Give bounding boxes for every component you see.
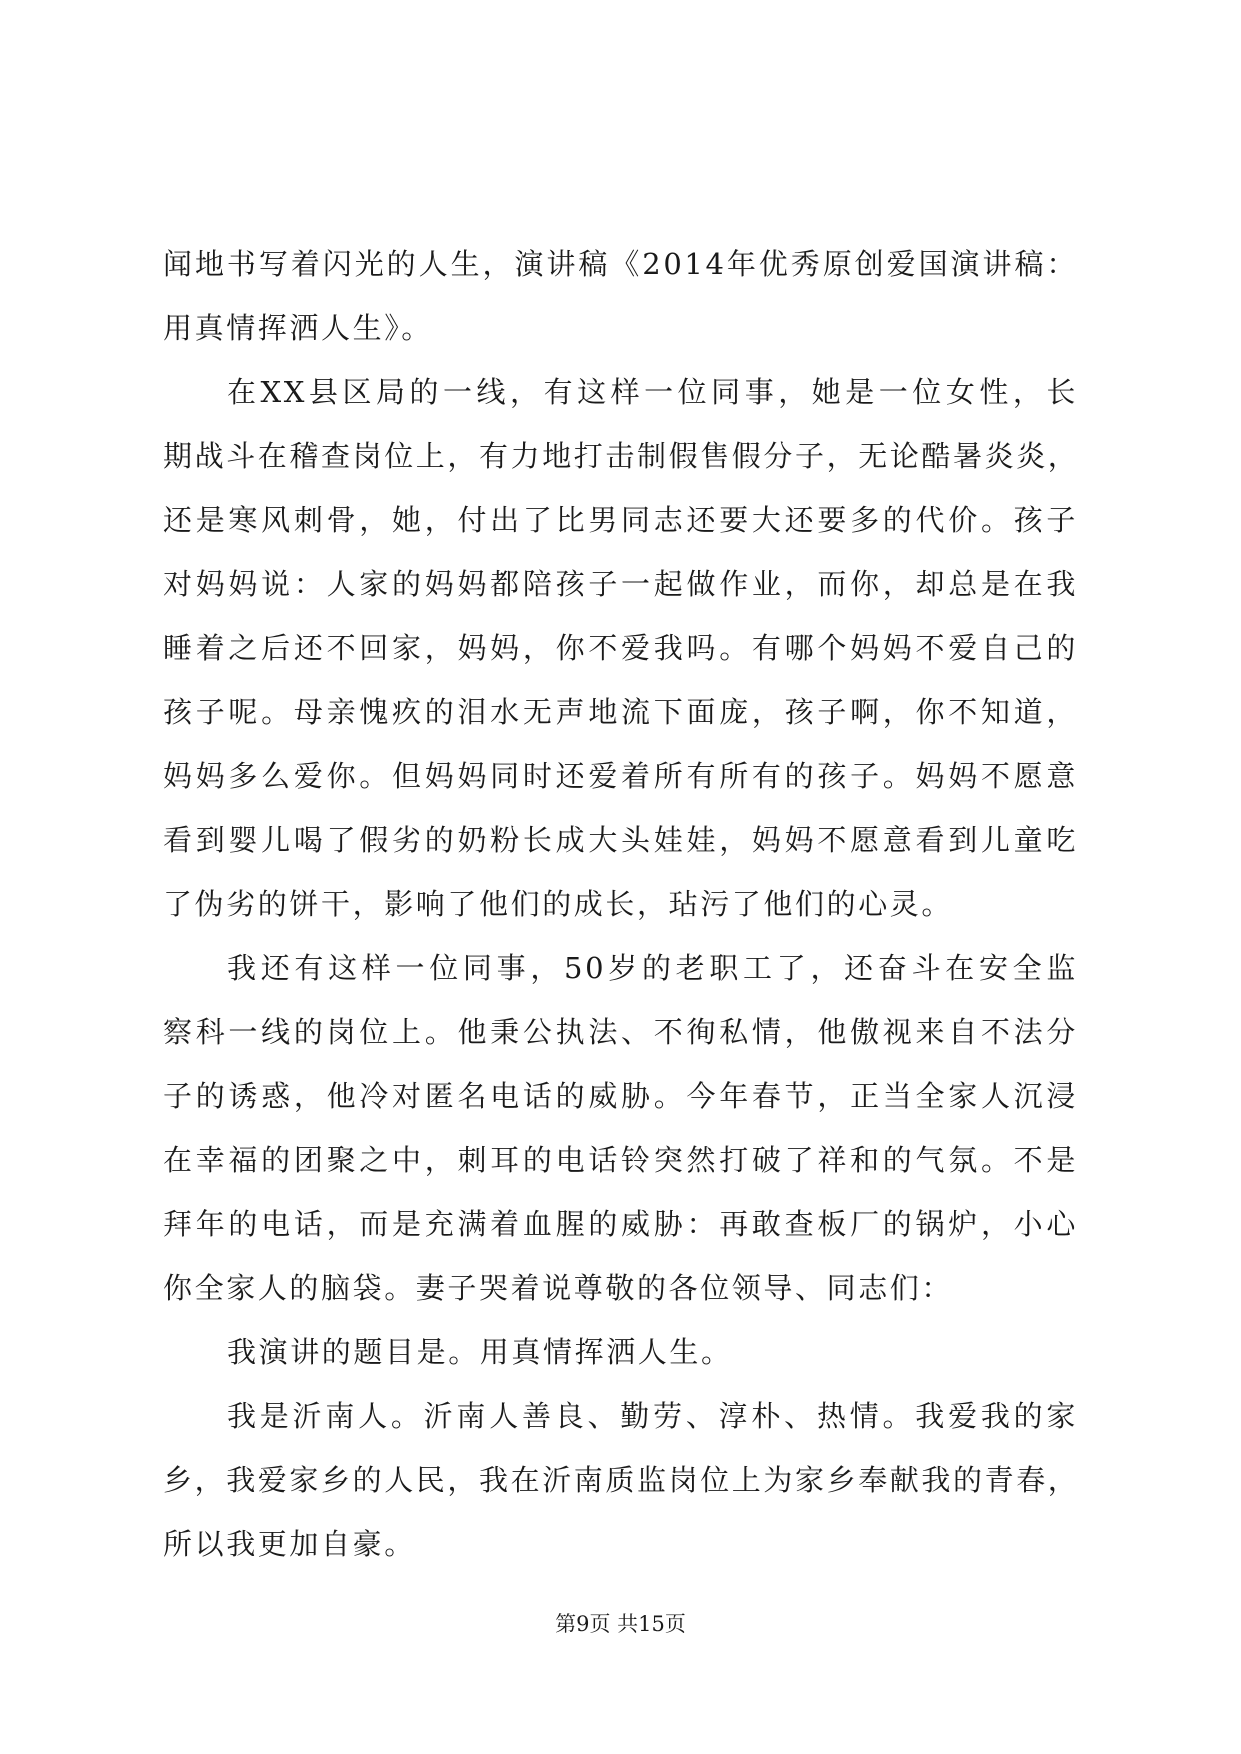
text-line: 闻地书写着闪光的人生，演讲稿《2014年优秀原创爱国演讲稿：	[163, 247, 1078, 281]
text-line: 乡，我爱家乡的人民，我在沂南质监岗位上为家乡奉献我的青春，	[163, 1463, 1080, 1497]
text-line: 在幸福的团聚之中，刺耳的电话铃突然打破了祥和的气氛。不是	[163, 1143, 1078, 1177]
text-line: 察科一线的岗位上。他秉公执法、不徇私情，他傲视来自不法分	[163, 1015, 1078, 1049]
text-line: 还是寒风刺骨，她，付出了比男同志还要大还要多的代价。孩子	[163, 503, 1078, 537]
text-line: 对妈妈说：人家的妈妈都陪孩子一起做作业，而你，却总是在我	[163, 567, 1078, 601]
text-line: 了伪劣的饼干，影响了他们的成长，玷污了他们的心灵。	[163, 887, 954, 921]
text-line: 我是沂南人。沂南人善良、勤劳、淳朴、热情。我爱我的家	[227, 1399, 1078, 1433]
text-line: 我演讲的题目是。用真情挥洒人生。	[227, 1335, 733, 1369]
text-line: 我还有这样一位同事，50岁的老职工了，还奋斗在安全监	[227, 951, 1078, 985]
text-line: 孩子呢。母亲愧疚的泪水无声地流下面庞，孩子啊，你不知道，	[163, 695, 1078, 729]
text-line: 子的诱惑，他冷对匿名电话的威胁。今年春节，正当全家人沉浸	[163, 1079, 1078, 1113]
text-line: 期战斗在稽查岗位上，有力地打击制假售假分子，无论酷暑炎炎，	[163, 439, 1080, 473]
text-line: 用真情挥洒人生》。	[163, 311, 433, 345]
page-footer: 第9页 共15页	[555, 1612, 686, 1636]
text-line: 所以我更加自豪。	[163, 1527, 416, 1561]
text-line: 睡着之后还不回家，妈妈，你不爱我吗。有哪个妈妈不爱自己的	[163, 631, 1078, 665]
body-text	[163, 232, 1078, 1576]
text-line: 在XX县区局的一线，有这样一位同事，她是一位女性，长	[227, 375, 1078, 409]
text-line: 妈妈多么爱你。但妈妈同时还爱着所有所有的孩子。妈妈不愿意	[163, 759, 1078, 793]
text-line: 你全家人的脑袋。妻子哭着说尊敬的各位领导、同志们：	[163, 1271, 954, 1305]
text-line: 拜年的电话，而是充满着血腥的威胁：再敢查板厂的锅炉，小心	[163, 1207, 1078, 1241]
text-line: 看到婴儿喝了假劣的奶粉长成大头娃娃，妈妈不愿意看到儿童吃	[163, 823, 1078, 857]
